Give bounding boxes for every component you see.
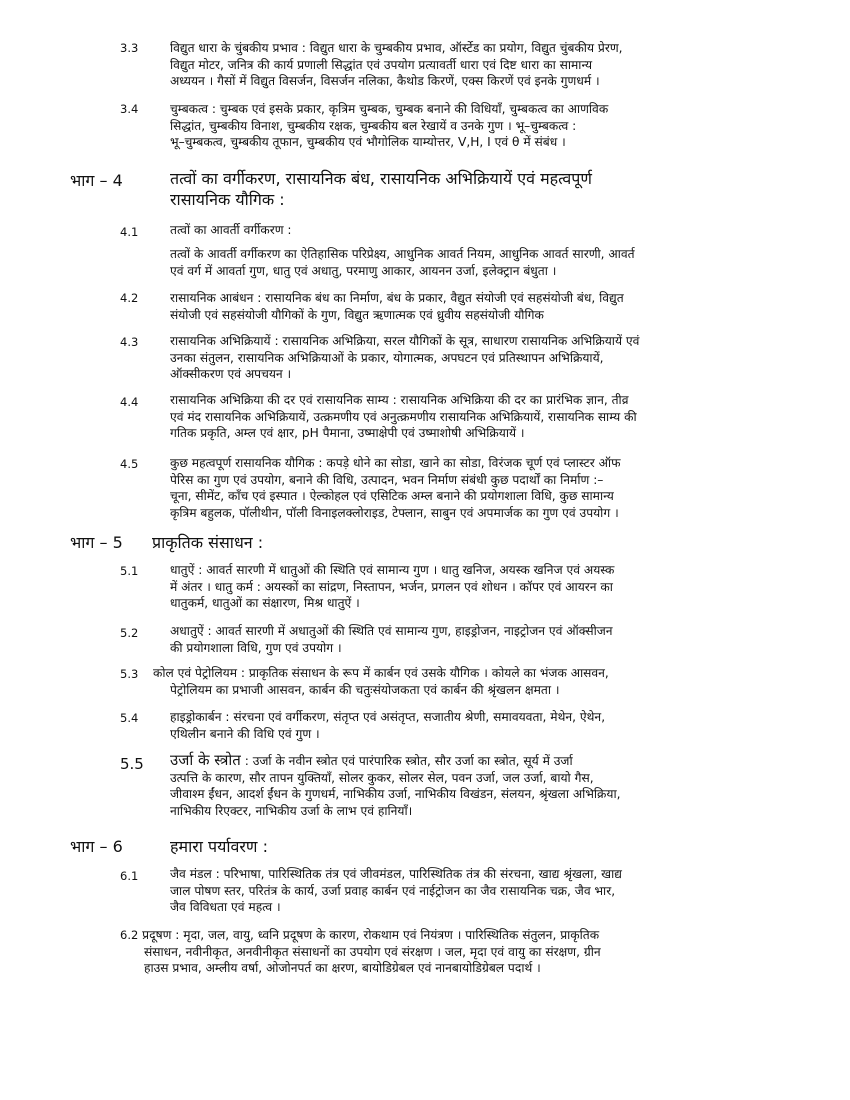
- section-4-4-text: [170, 392, 637, 442]
- text-line: जाल पोषण स्तर, परितंत्र के कार्य, उर्जा प्रवाह कार्बन एवं नाईट्रोजन का जैव रासायनिक चक्र, जैव भार,: [170, 883, 616, 898]
- text-line: पेरिस का गुण एवं उपयोग, बनाने की विधि, उत्पादन, भवन निर्माण संबंधी कुछ पदार्थों का निर्माण :–: [170, 472, 604, 487]
- section-number: 3.3: [120, 41, 139, 55]
- text-line: नाभिकीय रिएक्टर, नाभिकीय उर्जा के लाभ एवं हानियाँ।: [170, 803, 413, 818]
- section-number: 5.4: [120, 711, 139, 725]
- text-line: संयोजी एवं सहसंयोजी यौगिकों के गुण, विद्युत ऋणात्मक एवं ध्रुवीय सहसंयोजी यौगिक: [170, 307, 544, 322]
- section-number: 5.1: [120, 564, 139, 578]
- section-5-1-text: [170, 562, 614, 612]
- section-5-4-text: [170, 709, 605, 742]
- text-line: धातुकर्म, धातुओं का संक्षारण, मिश्र धातुऐं ।: [170, 596, 360, 610]
- text-line: जैव मंडल : परिभाषा, पारिस्थितिक तंत्र एवं जीवमंडल, पारिस्थितिक तंत्र की संरचना, खाद्य श्रृंखला, खाद्य: [170, 867, 622, 881]
- part-label: भाग – 4: [70, 171, 123, 190]
- text-line: पेट्रोलियम का प्रभाजी आसवन, कार्बन की चतुःसंयोजकता एवं कार्बन की श्रृंखलन क्षमता ।: [170, 682, 560, 697]
- text-line: तत्वों के आवर्ती वर्गीकरण का ऐतिहासिक परिप्रेक्ष्य, आधुनिक आवर्त नियम, आधुनिक आवर्त सारणी, आवर्त: [170, 247, 635, 261]
- text-line: [170, 752, 621, 770]
- text-line: सिद्धांत, चुम्बकीय विनाश, चुम्बकीय रक्षक, चुम्बकीय बल रेखायें व उनके गुण । भू–चुम्बकत्व :: [170, 118, 577, 133]
- section-number: 4.3: [120, 335, 139, 349]
- text-line: कोल एवं पेट्रोलियम : प्राकृतिक संसाधन के रूप में कार्बन एवं उसके यौगिक । कोयले का भंजक आसवन,: [153, 666, 609, 680]
- text-line: चूना, सीमेंट, काँच एवं इस्पात । ऐल्कोहल एवं एसिटिक अम्ल बनाने की प्रयोगशाला विधि, कुछ सामान्य: [170, 489, 614, 503]
- part-label: भाग – 6: [70, 837, 123, 856]
- section-number: 6.1: [120, 869, 139, 883]
- text-line: की प्रयोगशाला विधि, गुण एवं उपयोग ।: [170, 640, 342, 655]
- text-line: अधातुऐं : आवर्त सारणी में अधातुओं की स्थिति एवं सामान्य गुण, हाइड्रोजन, नाइट्रोजन एवं ऑक्सीजन: [170, 624, 613, 638]
- section-4-3-text: [170, 333, 639, 383]
- section-heading-rest: प्रदूषण : मृदा, जल, वायु, ध्वनि प्रदूषण के कारण, रोकथाम एवं नियंत्रण । पारिस्थितिक संतुलन, प्राकृतिक: [142, 928, 600, 942]
- section-number: 5.2: [120, 626, 139, 640]
- section-number: 5.5: [120, 755, 144, 773]
- section-4-1-text: [170, 246, 635, 279]
- text-line: भू–चुम्बकत्व, चुम्बकीय तूफान, चुम्बकीय एवं भौगोलिक याम्योत्तर, V,H, I एवं θ में संबंध ।: [170, 135, 566, 149]
- title-line: तत्वों का वर्गीकरण, रासायनिक बंध, रासायनिक अभिक्रियायें एवं महत्वपूर्ण: [170, 169, 592, 188]
- text-line: विद्युत धारा के चुंबकीय प्रभाव : विद्युत धारा के चुम्बकीय प्रभाव, ऑर्स्टेड का प्रयोग, विद्युत चुंबकीय प्रेरण,: [170, 41, 623, 55]
- section-3-3-text: [170, 40, 623, 90]
- text-line: [120, 927, 601, 944]
- title-line: रासायनिक यौगिक :: [170, 190, 285, 209]
- text-line: अध्ययन । गैसों में विद्युत विसर्जन, विसर्जन नलिका, कैथोड किरणें, एक्स किरणें एवं इनके गुणधर्म ।: [170, 74, 600, 88]
- text-line: हाउस प्रभाव, अम्लीय वर्षा, ओजोनपर्त का क्षरण, बायोडिग्रेबल एवं नानबायोडिग्रेबल पदार्थ ।: [144, 961, 541, 975]
- section-number: 5.3: [120, 667, 139, 681]
- part-title: हमारा पर्यावरण :: [170, 837, 268, 856]
- text-line: एवं वर्ग में आवर्ता गुण, धातु एवं अधातु, परमाणु आकार, आयनन उर्जा, इलेक्ट्रान बंधुता ।: [170, 263, 557, 278]
- section-number: 4.4: [120, 395, 139, 409]
- section-number: 4.1: [120, 225, 139, 239]
- section-4-1-heading: तत्वों का आवर्ती वर्गीकरण :: [170, 223, 292, 237]
- section-5-5-text: [170, 752, 621, 819]
- text-line: रासायनिक अभिक्रिया की दर एवं रासायनिक साम्य : रासायनिक अभिक्रिया की दर का प्रारंभिक ज्ञान, तीव्र: [170, 393, 629, 407]
- text-line: संसाधन, नवीनीकृत, अनवीनीकृत संसाधनों का उपयोग एवं संरक्षण । जल, मृदा एवं वायु का संरक्षण, ग्रीन: [144, 944, 601, 959]
- section-3-4-text: [170, 101, 608, 151]
- text-line: चुम्बकत्व : चुम्बक एवं इसके प्रकार, कृत्रिम चुम्बक, चुम्बक बनाने की विधियाँ, चुम्बकत्व का आणविक: [170, 102, 609, 116]
- text-line: कृत्रिम बहुलक, पॉलीथीन, पॉली विनाइलक्लोराइड, टेफ्लान, साबुन एवं अपमार्जक का गुण एवं उपयोग ।: [170, 505, 619, 520]
- section-4-2-text: [170, 290, 624, 323]
- text-line: रासायनिक आबंधन : रासायनिक बंध का निर्माण, बंध के प्रकार, वैद्युत संयोजी एवं सहसंयोजी बंध, विद्युत: [170, 291, 624, 305]
- section-6-2-text: [120, 927, 601, 977]
- text-line: एवं मंद रासायनिक अभिक्रियायें, उत्क्रमणीय एवं अनुत्क्रमणीय रासायनिक अभिक्रियायें, रासायनिक साम्य की: [170, 409, 637, 424]
- text-line: एथिलीन बनाने की विधि एवं गुण ।: [170, 726, 320, 741]
- text-line: ऑक्सीकरण एवं अपचयन ।: [170, 367, 292, 381]
- part-title: प्राकृतिक संसाधन :: [152, 533, 264, 552]
- text-line: उत्पत्ति के कारण, सौर तापन युक्तियाँ, सोलर कुकर, सोलर सेल, पवन उर्जा, जल उर्जा, बायो गैस,: [170, 770, 594, 785]
- section-number: 6.2: [120, 928, 139, 942]
- section-6-1-text: [170, 866, 622, 916]
- section-number: 3.4: [120, 102, 139, 116]
- text-line: रासायनिक अभिक्रियायें : रासायनिक अभिक्रिया, सरल यौगिकों के सूत्र, साधारण रासायनिक अभिक्रियायें एवं: [170, 334, 640, 348]
- text-line: जीवाश्म ईंधन, आदर्श ईंधन के गुणधर्म, नाभिकीय उर्जा, नाभिकीय विखंडन, संलयन, श्रृंखला अभिक्रिया,: [170, 787, 621, 801]
- text-line: हाइड्रोकार्बन : संरचना एवं वर्गीकरण, संतृप्त एवं असंतृप्त, सजातीय श्रेणी, समावयवता, मेथेन, ऐथेन,: [170, 710, 606, 724]
- text-line: विद्युत मोटर, जनित्र की कार्य प्रणाली सिद्धांत एवं उपयोग प्रत्यावर्ती धारा एवं दिष्ट धारा का सामान्य: [170, 57, 593, 72]
- section-heading-rest: : उर्जा के नवीन स्त्रोत एवं पारंपारिक स्त्रोत, सौर उर्जा का स्त्रोत, सूर्य में उर्जा: [244, 754, 573, 768]
- part-label: भाग – 5: [70, 533, 123, 552]
- section-heading: उर्जा के स्त्रोत: [170, 751, 241, 769]
- text-line: जैव विविधता एवं महत्व ।: [170, 900, 281, 914]
- text-line: में अंतर । धातु कर्म : अयस्कों का सांद्रण, निस्तापन, भर्जन, प्रगलन एवं शोधन । कॉपर एवं आयरन का: [170, 579, 613, 594]
- section-5-3-text: [153, 665, 609, 698]
- text-line: गतिक प्रकृति, अम्ल एवं क्षार, pH पैमाना, उष्माक्षेपी एवं उष्माशोषी अभिक्रियायें ।: [170, 426, 525, 440]
- text-line: धातुऐं : आवर्त सारणी में धातुओं की स्थिति एवं सामान्य गुण । धातु खनिज, अयस्क खनिज एवं अयस्क: [170, 563, 615, 577]
- section-4-5-text: [170, 455, 621, 521]
- section-number: 4.5: [120, 457, 139, 471]
- part-title: [170, 168, 592, 210]
- text-line: उनका संतुलन, रासायनिक अभिक्रियाओं के प्रकार, योगात्मक, अपघटन एवं प्रतिस्थापन अभिक्रियायें,: [170, 350, 604, 365]
- section-number: 4.2: [120, 291, 139, 305]
- section-5-2-text: [170, 623, 613, 656]
- text-line: कुछ महत्वपूर्ण रासायनिक यौगिक : कपड़े धोने का सोडा, खाने का सोडा, विरंजक चूर्ण एवं प्लास्टर ऑफ: [170, 456, 621, 470]
